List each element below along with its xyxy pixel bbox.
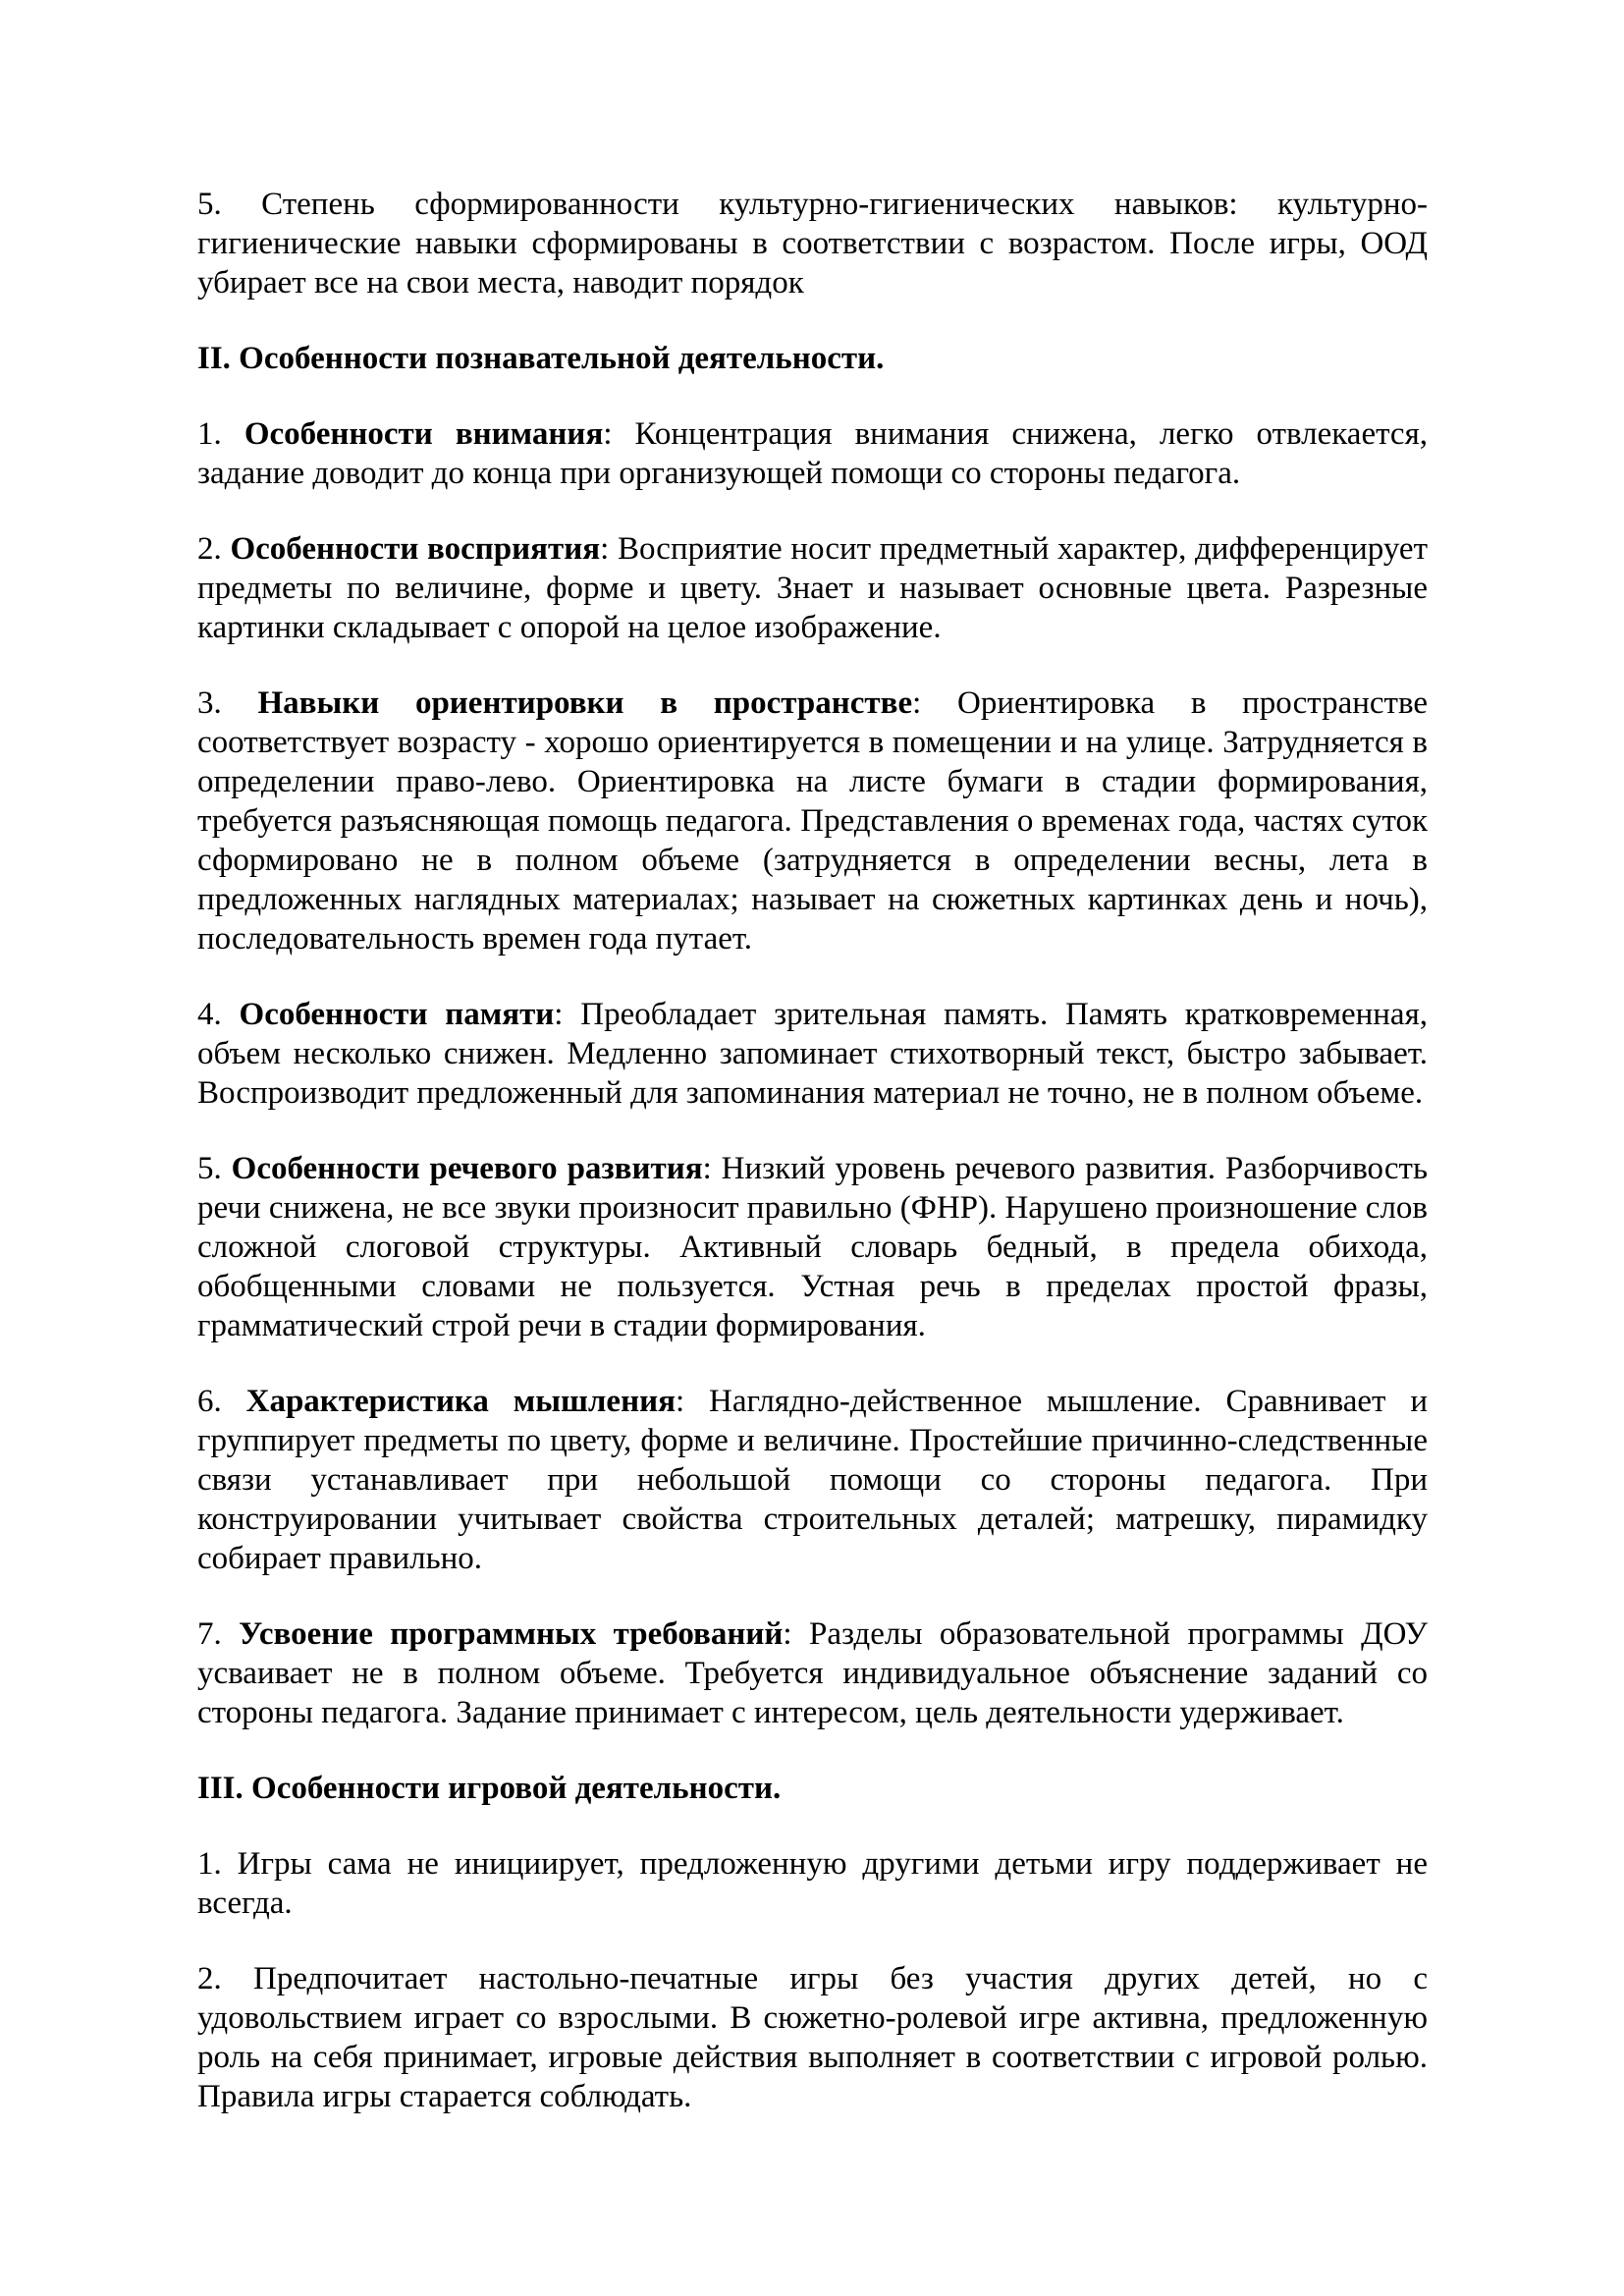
item-memory bbox=[197, 995, 1428, 1113]
section-heading-play-activity bbox=[197, 1769, 1428, 1808]
paragraph-text: 1. Игры сама не инициирует, предложенную другими детьми игру поддерживает не всегда. bbox=[197, 1846, 1428, 1921]
item-title: Характеристика мышления bbox=[245, 1384, 676, 1419]
paragraph-text: 2. Предпочитает настольно-печатные игры без участия других детей, но с удовольствием играет со взрослыми. В сюжетно-ролевой игре активна, предложенную роль на себя принимает, игровые действия выполняет в соответствии с игровой ролью. Правила игры старается соблюдать. bbox=[197, 1961, 1428, 2114]
item-number: 4. bbox=[197, 997, 240, 1032]
item-title: Навыки ориентировки в пространстве bbox=[257, 685, 913, 721]
item-body: : Концентрация внимания снижена, легко отвлекается, задание доводит до конца при организующей помощи со стороны педагога. bbox=[197, 416, 1429, 491]
item-title: Особенности речевого развития bbox=[231, 1151, 703, 1186]
item-number: 5. bbox=[197, 1151, 232, 1186]
item-body: : Ориентировка в пространстве соответствует возрасту - хорошо ориентируется в помещении и на улице. Затрудняется в определении право-лево. Ориентировка на листе бумаги в стадии формирования, требуется разъясняющая помощь педагога. Представления о временах года, частях суток сформировано не в полном объеме (затрудняется в определении весны, лета в предложенных наглядных материалах; называет на сюжетных картинках день и ночь), последовательность времен года путает. bbox=[197, 685, 1428, 957]
item-number: 6. bbox=[197, 1384, 246, 1419]
item-body: : Восприятие носит предметный характер, дифференцирует предметы по величине, форме и цвету. Знает и называет основные цвета. Разрезные картинки складывает с опорой на целое изображение. bbox=[197, 531, 1428, 645]
item-number: 7. bbox=[197, 1616, 240, 1652]
item-number: 3. bbox=[197, 685, 258, 721]
item-body: : Низкий уровень речевого развития. Разборчивость речи снижена, не все звуки произносит правильно (ФНР). Нарушено произношение слов сложной слоговой структуры. Активный словарь бедный, в предела обихода, обобщенными словами не пользуется. Устная речь в пределах простой фразы, грамматический строй речи в стадии формирования. bbox=[197, 1151, 1428, 1343]
item-title: Особенности памяти bbox=[239, 997, 555, 1032]
paragraph-hygiene-skills bbox=[197, 185, 1428, 302]
item-title: Особенности внимания bbox=[244, 416, 604, 452]
item-title: Особенности восприятия bbox=[230, 531, 601, 567]
paragraph-play-initiation bbox=[197, 1844, 1428, 1923]
paragraph-text: 5. Степень сформированности культурно-гигиенических навыков: культурно-гигиенические навыки сформированы в соответствии с возрастом. После игры, ООД убирает все на свои места, наводит порядок bbox=[197, 187, 1428, 301]
item-speech-development bbox=[197, 1149, 1428, 1345]
item-body: : Разделы образовательной программы ДОУ усваивает не в полном объеме. Требуется индивидуальное объяснение заданий со стороны педагога. Задание принимает с интересом, цель деятельности удерживает. bbox=[197, 1616, 1428, 1730]
item-thinking bbox=[197, 1382, 1428, 1578]
item-body: : Наглядно-действенное мышление. Сравнивает и группирует предметы по цвету, форме и величине. Простейшие причинно-следственные связи устанавливает при небольшой помощи со стороны педагога. При конструировании учитывает свойства строительных деталей; матрешку, пирамидку собирает правильно. bbox=[197, 1384, 1428, 1576]
item-attention bbox=[197, 414, 1428, 493]
item-number: 1. bbox=[197, 416, 244, 452]
section-heading-cognitive-activity bbox=[197, 339, 1428, 378]
item-number: 2. bbox=[197, 531, 231, 567]
heading-text: III. Особенности игровой деятельности. bbox=[197, 1771, 782, 1806]
heading-text: II. Особенности познавательной деятельности. bbox=[197, 341, 885, 376]
item-program-requirements bbox=[197, 1614, 1428, 1732]
item-spatial-orientation bbox=[197, 683, 1428, 958]
paragraph-play-preferences bbox=[197, 1959, 1428, 2116]
item-title: Усвоение программных требований bbox=[239, 1616, 784, 1652]
item-perception bbox=[197, 529, 1428, 647]
item-body: : Преобладает зрительная память. Память кратковременная, объем несколько снижен. Медленно запоминает стихотворный текст, быстро забывает. Воспроизводит предложенный для запоминания материал не точно, не в полном объеме. bbox=[197, 997, 1428, 1111]
